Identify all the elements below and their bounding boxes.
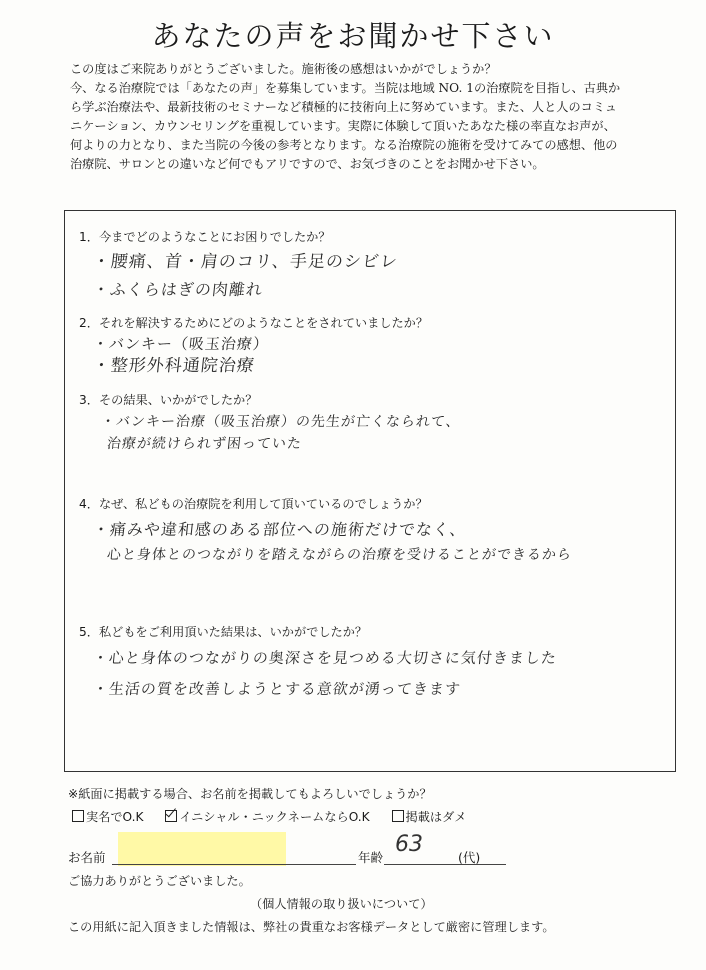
answer-4-line-2: 心と身体とのつながりを踏えながらの治療を受けることができるから bbox=[106, 547, 573, 563]
answer-2-line-2: ・整形外科通院治療 bbox=[91, 356, 256, 376]
name-age-row bbox=[68, 848, 678, 868]
privacy-title: （個人情報の取り扱いについて） bbox=[250, 897, 433, 911]
checkbox-no-publish[interactable] bbox=[392, 810, 404, 822]
question-2-label: 2．それを解決するためにどのようなことをされていましたか？ bbox=[79, 316, 429, 330]
age-label: 年齢 bbox=[358, 850, 384, 865]
answer-3-line-2: 治療が続けられず困っていた bbox=[106, 436, 303, 452]
intro-line: 今、なる治療院では「あなたの声」を募集しています。当院は地域 NO. 1の治療院を目指し、古典か bbox=[70, 81, 621, 95]
checkbox-initials[interactable] bbox=[165, 810, 177, 822]
option-real-name[interactable] bbox=[72, 808, 144, 825]
thanks-text: ご協力ありがとうございました。 bbox=[68, 874, 251, 888]
question-1-label: 1．今までどのようなことにお困りでしたか？ bbox=[79, 230, 331, 244]
question-5-label: 5．私どもをご利用頂いた結果は、いかがでしたか？ bbox=[79, 625, 368, 639]
page-title: あなたの声をお聞かせ下さい bbox=[151, 19, 555, 53]
option-no-publish[interactable] bbox=[392, 808, 467, 825]
consent-question: ※紙面に掲載する場合、お名前を掲載してもよろしいでしょうか？ bbox=[68, 787, 432, 801]
answer-5-line-2: ・生活の質を改善しようとする意欲が湧ってきます bbox=[92, 680, 462, 698]
option-no-publish-label: 掲載はダメ bbox=[405, 810, 467, 824]
name-label: お名前 bbox=[68, 850, 106, 865]
age-value: 63 bbox=[395, 832, 423, 857]
option-initials[interactable] bbox=[165, 808, 369, 825]
option-initials-label: イニシャル・ニックネームならO.K bbox=[179, 810, 370, 824]
name-field-line[interactable] bbox=[112, 864, 356, 865]
option-real-name-label: 実名でO.K bbox=[86, 810, 144, 824]
questions-box bbox=[64, 210, 676, 772]
intro-line: 治療院、サロンとの違いなど何でもアリですので、お気づきのことをお聞かせ下さい。 bbox=[70, 157, 545, 171]
answer-2-line-1: ・バンキー（吸玉治療） bbox=[92, 335, 270, 353]
intro-line: ら学ぶ治療法や、最新技術のセミナーなど積極的に技術向上に努めています。また、人と人のコミュ bbox=[70, 100, 617, 114]
intro-line: この度はご来院ありがとうございました。施術後の感想はいかがでしょうか？ bbox=[70, 62, 497, 76]
question-4-label: 4．なぜ、私どもの治療院を利用して頂いているのでしょうか？ bbox=[79, 497, 428, 511]
checkbox-real-name[interactable] bbox=[72, 810, 84, 822]
answer-3-line-1: ・バンキー治療（吸玉治療）の先生が亡くなられて、 bbox=[100, 414, 462, 430]
answer-1-line-1: ・腰痛、首・肩のコリ、手足のシビレ bbox=[91, 252, 399, 272]
intro-line: 何よりの力となり、また当院の今後の参考となります。なる治療院の施術を受けてみての感想、他の bbox=[70, 138, 618, 152]
answer-5-line-1: ・心と身体のつながりの奥深さを見つめる大切さに気付きました bbox=[92, 649, 558, 667]
intro-line: ニケーション、カウンセリングを重視しています。実際に体験して頂いたあなた様の率直なお声が、 bbox=[70, 119, 616, 133]
question-3-label: 3．その結果、いかがでしたか？ bbox=[79, 393, 258, 407]
answer-1-line-2: ・ふくらはぎの肉離れ bbox=[91, 280, 264, 299]
intro-text bbox=[70, 60, 680, 174]
age-unit: (代) bbox=[458, 850, 481, 865]
age-field-line[interactable] bbox=[384, 864, 506, 865]
consent-options bbox=[72, 808, 484, 825]
privacy-text: この用紙に記入頂きました情報は、弊社の貴重なお客様データとして厳密に管理します。 bbox=[68, 920, 555, 934]
answer-4-line-1: ・痛みや違和感のある部位への施術だけでなく、 bbox=[91, 520, 468, 539]
